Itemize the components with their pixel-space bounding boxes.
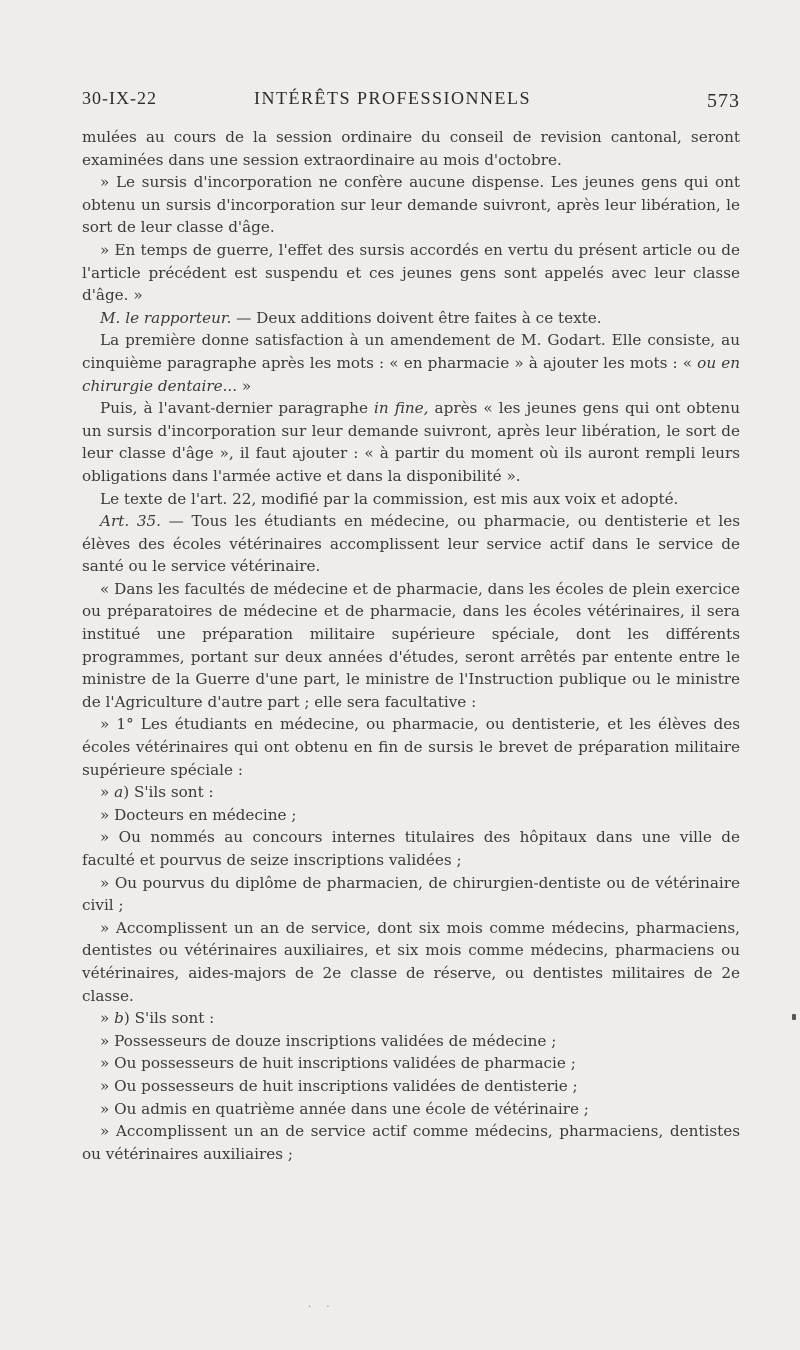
italic-text: ou en chirurgie dentaire... (82, 353, 740, 395)
text-run: » Ou possesseurs de huit inscriptions validées de pharmacie ; (100, 1054, 576, 1073)
paragraph (82, 826, 740, 871)
paragraph (82, 488, 740, 511)
text-run: » Ou possesseurs de huit inscriptions validées de dentisterie ; (100, 1076, 578, 1095)
header-date: 30-IX-22 (82, 88, 157, 108)
text-run: » (100, 1009, 115, 1028)
italic-text: b (114, 1009, 124, 1028)
paragraph (82, 171, 740, 239)
paragraph (82, 1075, 740, 1098)
text-run: » Ou pourvus du diplôme de pharmacien, de chirurgien-dentiste ou de vétérinaire civil ; (82, 873, 740, 915)
paragraph (82, 1120, 740, 1165)
text-run: ) S'ils sont : (123, 783, 214, 802)
text-run: ) S'ils sont : (123, 1009, 215, 1028)
italic-text: Art. 35. (100, 512, 161, 531)
body-text (82, 126, 740, 1165)
paragraph (82, 804, 740, 827)
paragraph (82, 1098, 740, 1121)
text-run: » Ou nommés au concours internes titulaires des hôpitaux dans une ville de faculté et pourvus de seize inscriptions validées ; (82, 828, 740, 869)
paragraph (82, 239, 740, 307)
text-run: — Tous les étudiants en médecine, ou pharmacie, ou dentisterie et les élèves des écoles vétérinaires accomplissent leur service actif dans le service de santé ou le service vétérinaire. (82, 512, 740, 576)
paragraph (82, 126, 740, 171)
text-run: mulées au cours de la session ordinaire du conseil de revision cantonal, seront examinées dans une session extraordinaire au mois d'octobre. (82, 128, 740, 169)
text-run: Le texte de l'art. 22, modifié par la commission, est mis aux voix et adopté. (100, 489, 679, 508)
text-run: » 1° Les étudiants en médecine, ou pharmacie, ou dentisterie, et les élèves des écoles vétérinaires qui ont obtenu en fin de sursis le brevet de préparation militaire supérieure spéciale : (82, 715, 740, 779)
edge-mark (792, 1014, 796, 1020)
header-title: INTÉRÊTS PROFESSIONNELS (254, 88, 532, 108)
italic-text: a (114, 783, 124, 802)
text-run: » (100, 783, 115, 802)
text-run: — Deux additions doivent être faites à ce texte. (231, 308, 602, 327)
paragraph (82, 397, 740, 487)
print-specks: · · (308, 1302, 336, 1313)
paragraph (82, 578, 740, 714)
paragraph (82, 510, 740, 578)
text-run: « Dans les facultés de médecine et de pharmacie, dans les écoles de plein exercice ou préparatoires de médecine et de pharmacie, dans les écoles vétérinaires, il sera institué une préparation militaire supérieure spéciale, dont les différents programmes, portant sur deux années d'études, seront arrêtés par entente entre le ministre de la Guerre d'une part, le ministre de l'Instruction publique ou le ministre de l'Agriculture d'autre part ; elle sera facultative : (82, 579, 740, 711)
text-run: La première donne satisfaction à un amendement de M. Godart. Elle consiste, au cinquième paragraphe après les mots : « en pharmacie » à ajouter les mots : « (82, 331, 740, 372)
italic-text: in fine, (374, 399, 429, 418)
page-number: 573 (707, 90, 740, 112)
paragraph (82, 1007, 740, 1030)
running-header (82, 88, 740, 114)
text-run: » Le sursis d'incorporation ne confère aucune dispense. Les jeunes gens qui ont obtenu un sursis d'incorporation sur leur demande suivront, après leur libération, le sort de leur classe d'âge. (82, 173, 740, 237)
text-run: Puis, à l'avant-dernier paragraphe (100, 399, 375, 418)
text-run: » Ou admis en quatrième année dans une école de vétérinaire ; (100, 1099, 589, 1118)
text-run: » (237, 376, 252, 395)
text-run: » Accomplissent un an de service, dont six mois comme médecins, pharmaciens, dentistes ou vétérinaires auxiliaires, et six mois comme médecins, pharmaciens ou vétérinaires, aides-majors de 2e classe de réserve, ou dentistes militaires de 2e classe. (82, 918, 740, 1005)
text-run: » En temps de guerre, l'effet des sursis accordés en vertu du présent article ou de l'article précédent est suspendu et ces jeunes gens sont appelés avec leur classe d'âge. » (82, 240, 740, 305)
paragraph (82, 1030, 740, 1053)
text-run: » Docteurs en médecine ; (100, 805, 297, 824)
paragraph (82, 872, 740, 917)
text-run: » Possesseurs de douze inscriptions validées de médecine ; (100, 1031, 557, 1050)
paragraph (82, 781, 740, 804)
paragraph (82, 1052, 740, 1075)
paragraph (82, 917, 740, 1007)
text-run: après « les jeunes gens qui ont obtenu un sursis d'incorporation sur leur demande suivront, après leur libération, le sort de leur classe d'âge », il faut ajouter : « à partir du moment où ils auront rempli leurs obligations dans l'armée active et dans la disponibilité ». (82, 399, 740, 485)
italic-text: M. le rapporteur. (100, 308, 232, 327)
paragraph (82, 307, 740, 330)
text-run: » Accomplissent un an de service actif comme médecins, pharmaciens, dentistes ou vétérinaires auxiliaires ; (82, 1122, 740, 1163)
paragraph (82, 329, 740, 397)
paragraph (82, 713, 740, 781)
